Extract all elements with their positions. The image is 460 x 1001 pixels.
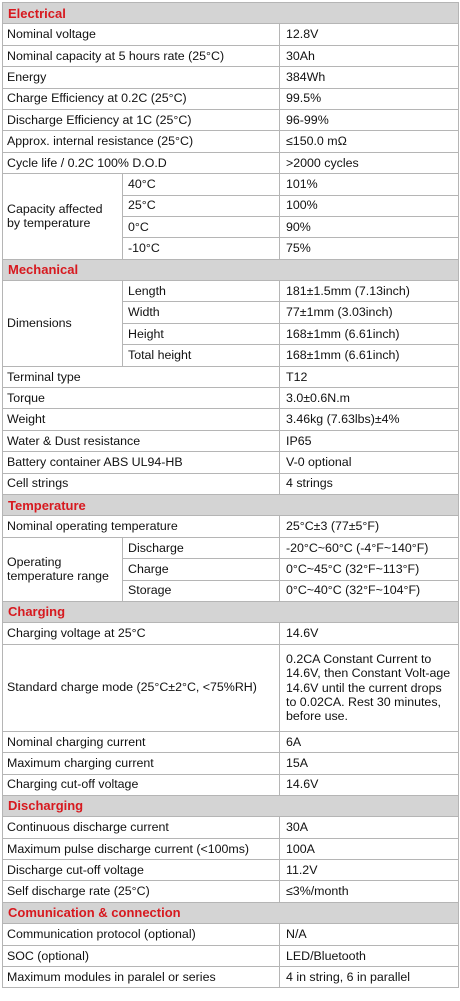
table-row <box>3 838 459 859</box>
table-row <box>3 924 459 945</box>
spec-value: -20°C~60°C (-4°F~140°F) <box>280 537 459 558</box>
table-row <box>3 817 459 838</box>
spec-label: Battery container ABS UL94-HB <box>3 452 280 473</box>
spec-label: Terminal type <box>3 366 280 387</box>
spec-value: 4 strings <box>280 473 459 494</box>
spec-value: 15A <box>280 753 459 774</box>
section-title: Comunication & connection <box>3 902 459 923</box>
spec-sublabel: Charge <box>123 559 280 580</box>
spec-value: 101% <box>280 174 459 195</box>
spec-value: 0.2CA Constant Current to 14.6V, then Constant Volt-age 14.6V until the current drops to 0.02CA. Rest 30 minutes, before use. <box>280 644 459 731</box>
section-temperature <box>3 494 459 515</box>
spec-value: >2000 cycles <box>280 152 459 173</box>
spec-value: IP65 <box>280 430 459 451</box>
spec-label: Continuous discharge current <box>3 817 280 838</box>
spec-value: ≤150.0 mΩ <box>280 131 459 152</box>
table-row <box>3 409 459 430</box>
spec-value: 14.6V <box>280 774 459 795</box>
spec-value: 11.2V <box>280 860 459 881</box>
spec-value: V-0 optional <box>280 452 459 473</box>
table-row <box>3 516 459 537</box>
spec-value: 181±1.5mm (7.13inch) <box>280 281 459 302</box>
table-row <box>3 731 459 752</box>
section-title: Discharging <box>3 795 459 816</box>
spec-value: 100% <box>280 195 459 216</box>
spec-value: 6A <box>280 731 459 752</box>
spec-value: 4 in string, 6 in parallel <box>280 967 459 988</box>
spec-value: 14.6V <box>280 623 459 644</box>
table-row <box>3 644 459 731</box>
table-row <box>3 45 459 66</box>
spec-table <box>2 2 459 988</box>
table-row <box>3 623 459 644</box>
spec-group-label: Dimensions <box>3 281 123 367</box>
spec-label: Maximum pulse discharge current (<100ms) <box>3 838 280 859</box>
table-row <box>3 366 459 387</box>
spec-value: 3.46kg (7.63lbs)±4% <box>280 409 459 430</box>
table-row <box>3 388 459 409</box>
spec-value: 100A <box>280 838 459 859</box>
spec-label: Nominal operating temperature <box>3 516 280 537</box>
section-mechanical <box>3 259 459 280</box>
spec-label: Cycle life / 0.2C 100% D.O.D <box>3 152 280 173</box>
spec-value: 30A <box>280 817 459 838</box>
table-row <box>3 473 459 494</box>
spec-value: LED/Bluetooth <box>280 945 459 966</box>
spec-value: 25°C±3 (77±5°F) <box>280 516 459 537</box>
spec-sublabel: Length <box>123 281 280 302</box>
spec-label: Charge Efficiency at 0.2C (25°C) <box>3 88 280 109</box>
spec-label: Nominal charging current <box>3 731 280 752</box>
table-row <box>3 967 459 988</box>
spec-value: 384Wh <box>280 67 459 88</box>
spec-value: 0°C~45°C (32°F~113°F) <box>280 559 459 580</box>
spec-label: Weight <box>3 409 280 430</box>
table-row <box>3 860 459 881</box>
spec-value: 30Ah <box>280 45 459 66</box>
spec-label: Maximum modules in paralel or series <box>3 967 280 988</box>
spec-label: Maximum charging current <box>3 753 280 774</box>
table-row <box>3 537 459 558</box>
section-charging <box>3 601 459 622</box>
table-row <box>3 281 459 302</box>
spec-label: Charging cut-off voltage <box>3 774 280 795</box>
section-title: Charging <box>3 601 459 622</box>
spec-label: Cell strings <box>3 473 280 494</box>
table-row <box>3 430 459 451</box>
section-discharging <box>3 795 459 816</box>
spec-label: SOC (optional) <box>3 945 280 966</box>
table-row <box>3 753 459 774</box>
spec-label: Discharge cut-off voltage <box>3 860 280 881</box>
section-title: Electrical <box>3 3 459 24</box>
spec-value: 77±1mm (3.03inch) <box>280 302 459 323</box>
section-electrical <box>3 3 459 24</box>
spec-label: Nominal capacity at 5 hours rate (25°C) <box>3 45 280 66</box>
spec-label: Self discharge rate (25°C) <box>3 881 280 902</box>
spec-sublabel: 40°C <box>123 174 280 195</box>
spec-label: Communication protocol (optional) <box>3 924 280 945</box>
spec-value: 90% <box>280 216 459 237</box>
spec-value: 75% <box>280 238 459 259</box>
table-row <box>3 881 459 902</box>
section-communication <box>3 902 459 923</box>
table-row <box>3 152 459 173</box>
spec-label: Torque <box>3 388 280 409</box>
spec-value: 99.5% <box>280 88 459 109</box>
spec-sublabel: Height <box>123 323 280 344</box>
spec-value: 96-99% <box>280 109 459 130</box>
table-row <box>3 174 459 195</box>
spec-value: 168±1mm (6.61inch) <box>280 323 459 344</box>
spec-group-label: Operating temperature range <box>3 537 123 601</box>
spec-label: Discharge Efficiency at 1C (25°C) <box>3 109 280 130</box>
spec-value: 3.0±0.6N.m <box>280 388 459 409</box>
spec-sublabel: Discharge <box>123 537 280 558</box>
spec-group-label: Capacity affected by temperature <box>3 174 123 260</box>
spec-value: N/A <box>280 924 459 945</box>
table-row <box>3 774 459 795</box>
table-row <box>3 131 459 152</box>
table-row <box>3 452 459 473</box>
spec-sublabel: 0°C <box>123 216 280 237</box>
spec-label: Nominal voltage <box>3 24 280 45</box>
spec-sublabel: Total height <box>123 345 280 366</box>
spec-sublabel: 25°C <box>123 195 280 216</box>
section-title: Temperature <box>3 494 459 515</box>
table-row <box>3 945 459 966</box>
spec-value: 12.8V <box>280 24 459 45</box>
spec-sublabel: Storage <box>123 580 280 601</box>
spec-sublabel: -10°C <box>123 238 280 259</box>
table-row <box>3 67 459 88</box>
spec-value: 168±1mm (6.61inch) <box>280 345 459 366</box>
table-row <box>3 24 459 45</box>
table-row <box>3 109 459 130</box>
spec-label: Water & Dust resistance <box>3 430 280 451</box>
table-row <box>3 88 459 109</box>
spec-value: T12 <box>280 366 459 387</box>
spec-sublabel: Width <box>123 302 280 323</box>
spec-label: Charging voltage at 25°C <box>3 623 280 644</box>
section-title: Mechanical <box>3 259 459 280</box>
spec-label: Energy <box>3 67 280 88</box>
spec-label: Standard charge mode (25°C±2°C, <75%RH) <box>3 644 280 731</box>
spec-label: Approx. internal resistance (25°C) <box>3 131 280 152</box>
spec-value: ≤3%/month <box>280 881 459 902</box>
spec-value: 0°C~40°C (32°F~104°F) <box>280 580 459 601</box>
